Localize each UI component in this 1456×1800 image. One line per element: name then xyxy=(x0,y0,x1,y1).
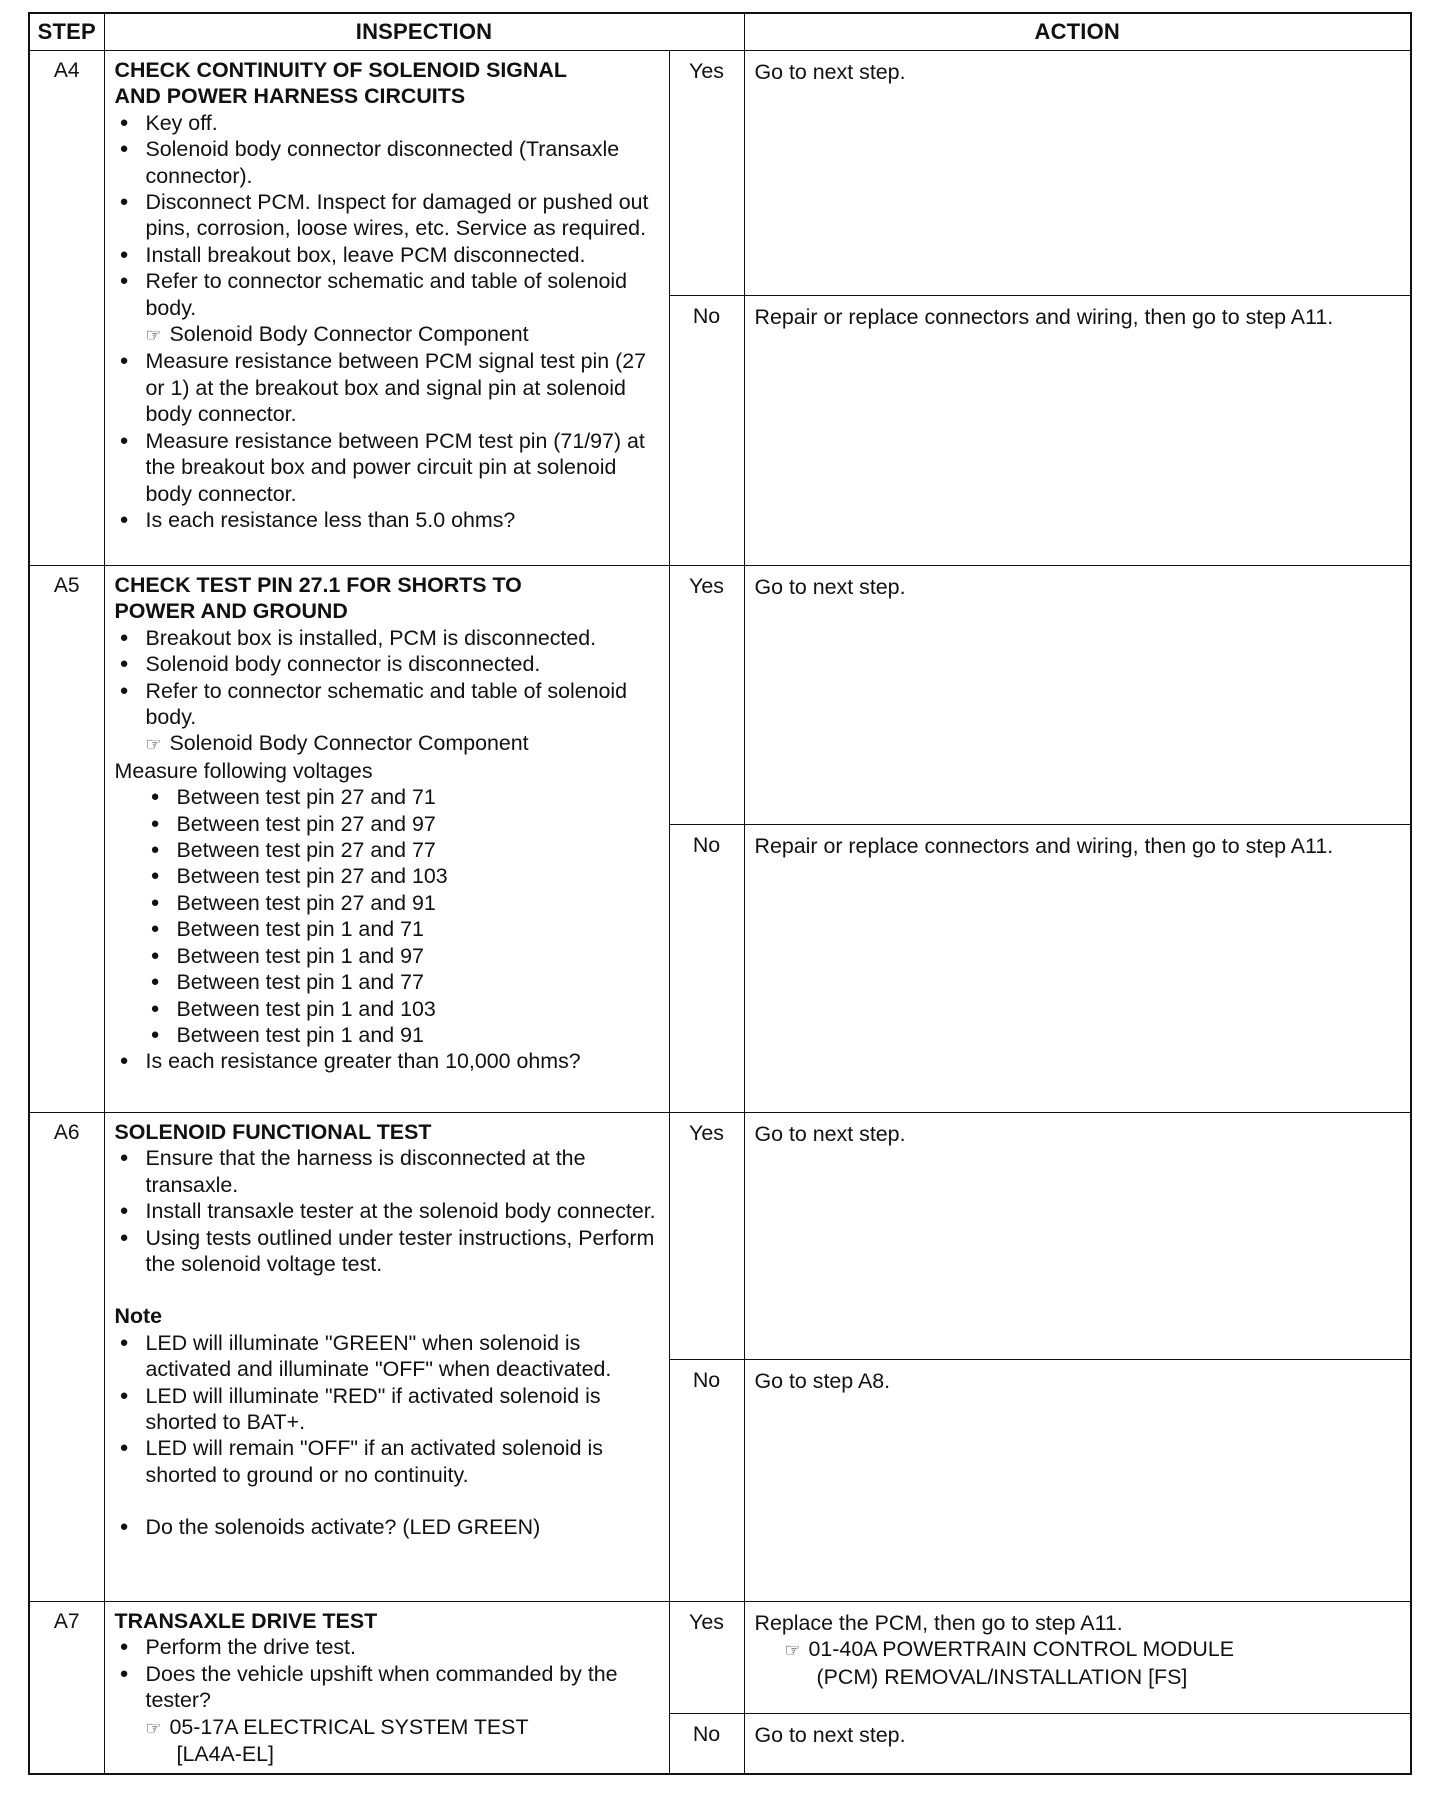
list-item: ● Is each resistance less than 5.0 ohms? xyxy=(115,507,661,533)
header-inspection: INSPECTION xyxy=(104,13,744,51)
diagnostic-procedure-sheet xyxy=(28,12,1410,1775)
header-action: ACTION xyxy=(744,13,1411,51)
no-action: Repair or replace connectors and wiring, then go to step A11. xyxy=(744,825,1411,1113)
reference-text-cont: [LA4A-EL] xyxy=(176,1742,275,1767)
list-item: ● Key off. xyxy=(115,110,661,136)
list-item: ● Between test pin 27 and 77 xyxy=(115,837,661,863)
note-bullets xyxy=(115,1330,661,1488)
reference-link[interactable] xyxy=(755,1636,1401,1663)
list-item: ● Between test pin 1 and 71 xyxy=(115,916,661,942)
list-item: ● Measure resistance between PCM signal test pin (27 or 1) at the breakout box and signal pin at solenoid body connector. xyxy=(115,348,661,427)
measurement-list xyxy=(115,784,661,1048)
yes-label: Yes xyxy=(669,51,744,296)
reference-link[interactable] xyxy=(115,1714,661,1741)
header-step: STEP xyxy=(29,13,104,51)
list-item: ● Solenoid body connector disconnected (Transaxle connector). xyxy=(115,136,661,189)
list-item: ● Between test pin 27 and 91 xyxy=(115,890,661,916)
step-id: A4 xyxy=(29,51,104,566)
pointing-hand-icon: ☞ xyxy=(145,734,162,755)
table-row xyxy=(29,1602,1411,1714)
table-header-row xyxy=(29,13,1411,51)
step-id: A7 xyxy=(29,1602,104,1774)
inspection-cell xyxy=(104,566,669,1113)
yes-action: Go to next step. xyxy=(744,1113,1411,1360)
list-item: ● Using tests outlined under tester instructions, Perform the solenoid voltage test. xyxy=(115,1225,661,1278)
table-row xyxy=(29,51,1411,296)
list-item: ● Is each resistance greater than 10,000 ohms? xyxy=(115,1048,661,1074)
step-title-line: AND POWER HARNESS CIRCUITS xyxy=(114,84,466,109)
pointing-hand-icon: ☞ xyxy=(145,1717,162,1738)
reference-text-cont: (PCM) REMOVAL/INSTALLATION [FS] xyxy=(816,1664,1188,1689)
no-label: No xyxy=(669,296,744,566)
step-title-line: POWER AND GROUND xyxy=(114,599,348,624)
list-item: ● Solenoid body connector is disconnected. xyxy=(115,651,661,677)
inspection-bullets xyxy=(115,348,661,533)
step-title-line: SOLENOID FUNCTIONAL TEST xyxy=(114,1120,432,1144)
no-action: Go to next step. xyxy=(744,1714,1411,1774)
note-heading: Note xyxy=(114,1304,163,1329)
yes-action: Go to next step. xyxy=(744,566,1411,825)
reference-text: 01-40A POWERTRAIN CONTROL MODULE xyxy=(808,1637,1235,1662)
list-item: ● Does the vehicle upshift when commanded by the tester? xyxy=(115,1661,661,1714)
list-item: ● Between test pin 1 and 103 xyxy=(115,996,661,1022)
table-row xyxy=(29,566,1411,825)
inspection-bullets xyxy=(115,1634,661,1713)
no-label: No xyxy=(669,825,744,1113)
list-item: ● LED will remain "OFF" if an activated solenoid is shorted to ground or no continuity. xyxy=(115,1435,661,1488)
yes-label: Yes xyxy=(669,1113,744,1360)
no-action: Repair or replace connectors and wiring, then go to step A11. xyxy=(744,296,1411,566)
table-row xyxy=(29,1113,1411,1360)
list-item: ● Between test pin 1 and 91 xyxy=(115,1022,661,1048)
inspection-bullets xyxy=(115,1145,661,1277)
yes-action-cell xyxy=(744,1602,1411,1714)
inspection-bullets xyxy=(115,1048,661,1074)
step-title-line: TRANSAXLE DRIVE TEST xyxy=(114,1609,378,1633)
inspection-bullets xyxy=(115,625,661,731)
no-label: No xyxy=(669,1360,744,1602)
list-item: ● Between test pin 1 and 97 xyxy=(115,943,661,969)
step-title-line: CHECK CONTINUITY OF SOLENOID SIGNAL xyxy=(114,58,567,82)
inspection-cell xyxy=(104,1113,669,1602)
list-item: ● Breakout box is installed, PCM is disconnected. xyxy=(115,625,661,651)
pointing-hand-icon: ☞ xyxy=(145,325,162,346)
list-item: ● Disconnect PCM. Inspect for damaged or pushed out pins, corrosion, loose wires, etc. Service as required. xyxy=(115,189,661,242)
yes-action: Replace the PCM, then go to step A11. xyxy=(754,1611,1123,1635)
measure-heading: Measure following voltages xyxy=(114,758,373,783)
list-item: ● Measure resistance between PCM test pin (71/97) at the breakout box and power circuit pin at solenoid body connector. xyxy=(115,428,661,507)
no-action: Go to step A8. xyxy=(744,1360,1411,1602)
step-id: A6 xyxy=(29,1113,104,1602)
list-item: ● Between test pin 27 and 97 xyxy=(115,811,661,837)
reference-text: Solenoid Body Connector Component xyxy=(169,322,529,347)
list-item: ● Refer to connector schematic and table of solenoid body. xyxy=(115,268,661,321)
pointing-hand-icon: ☞ xyxy=(784,1640,801,1661)
inspection-cell xyxy=(104,51,669,566)
list-item: ● LED will illuminate "RED" if activated solenoid is shorted to BAT+. xyxy=(115,1383,661,1436)
reference-link[interactable] xyxy=(115,730,661,757)
list-item: ● Do the solenoids activate? (LED GREEN) xyxy=(115,1514,661,1540)
list-item: ● Between test pin 27 and 103 xyxy=(115,863,661,889)
yes-action: Go to next step. xyxy=(744,51,1411,296)
list-item: ● LED will illuminate "GREEN" when solenoid is activated and illuminate "OFF" when deactivated. xyxy=(115,1330,661,1383)
reference-text: Solenoid Body Connector Component xyxy=(169,731,529,756)
list-item: ● Between test pin 27 and 71 xyxy=(115,784,661,810)
inspection-bullets xyxy=(115,1514,661,1540)
list-item: ● Install transaxle tester at the solenoid body connecter. xyxy=(115,1198,661,1224)
list-item: ● Perform the drive test. xyxy=(115,1634,661,1660)
inspection-bullets xyxy=(115,110,661,321)
reference-text: 05-17A ELECTRICAL SYSTEM TEST xyxy=(169,1714,529,1739)
diagnostic-table xyxy=(28,12,1412,1775)
reference-link[interactable] xyxy=(115,321,661,348)
list-item: ● Install breakout box, leave PCM disconnected. xyxy=(115,242,661,268)
step-title-line: CHECK TEST PIN 27.1 FOR SHORTS TO xyxy=(114,573,522,597)
yes-label: Yes xyxy=(669,566,744,825)
step-id: A5 xyxy=(29,566,104,1113)
list-item: ● Ensure that the harness is disconnected at the transaxle. xyxy=(115,1145,661,1198)
no-label: No xyxy=(669,1714,744,1774)
inspection-cell xyxy=(104,1602,669,1774)
list-item: ● Refer to connector schematic and table of solenoid body. xyxy=(115,678,661,731)
list-item: ● Between test pin 1 and 77 xyxy=(115,969,661,995)
yes-label: Yes xyxy=(669,1602,744,1714)
